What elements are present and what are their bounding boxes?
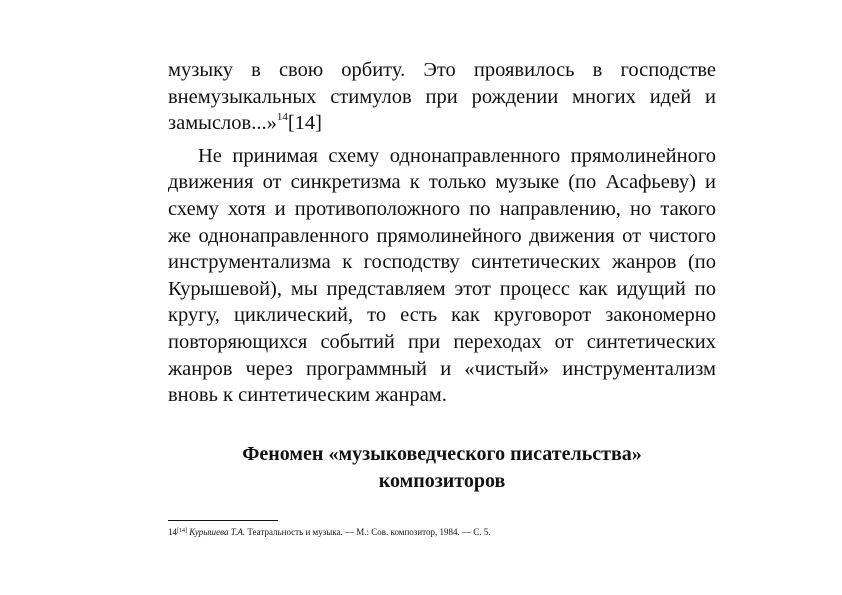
section-heading [168,441,716,495]
footnote [168,525,728,538]
footnote-sup-mark: [14] [177,528,187,534]
paragraph-1-text: музыку в свою орбиту. Это проявилось в господстве внемузыкальных стимулов при рождении многих идей и замыслов...» [168,59,716,135]
heading-line-2: композиторов [378,470,506,492]
body-text [168,57,716,409]
footnote-author: Курышева Т.А. [189,527,246,537]
footnote-text: Театральность и музыка. — М.: Сов. композитор, 1984. — С. 5. [245,527,491,537]
footnote-number: 14 [168,527,177,537]
paragraph-2: Не принимая схему однонаправленного прямолинейного движения от синкретизма к только музыке (по Асафьеву) и схему хотя и противоположного по направлению, но такого же однонаправленного прямолинейного движения от чистого инструментализма к господству синтетических жанров (по Курышевой), мы представляем этот процесс как идущий по кругу, циклический, то есть как круговорот закономерно повторяющихся событий при переходах от синтетических жанров через программный и «чистый» инструментализм вновь к синтетическим жанрам. [168,144,716,407]
heading-line-1: Феномен «музыковедческого писательства» [242,443,642,465]
citation-marker: [14] [287,112,322,135]
paragraph-continuation [168,57,716,137]
footnote-reference[interactable]: 14 [276,111,288,124]
footnote-separator [168,520,278,521]
